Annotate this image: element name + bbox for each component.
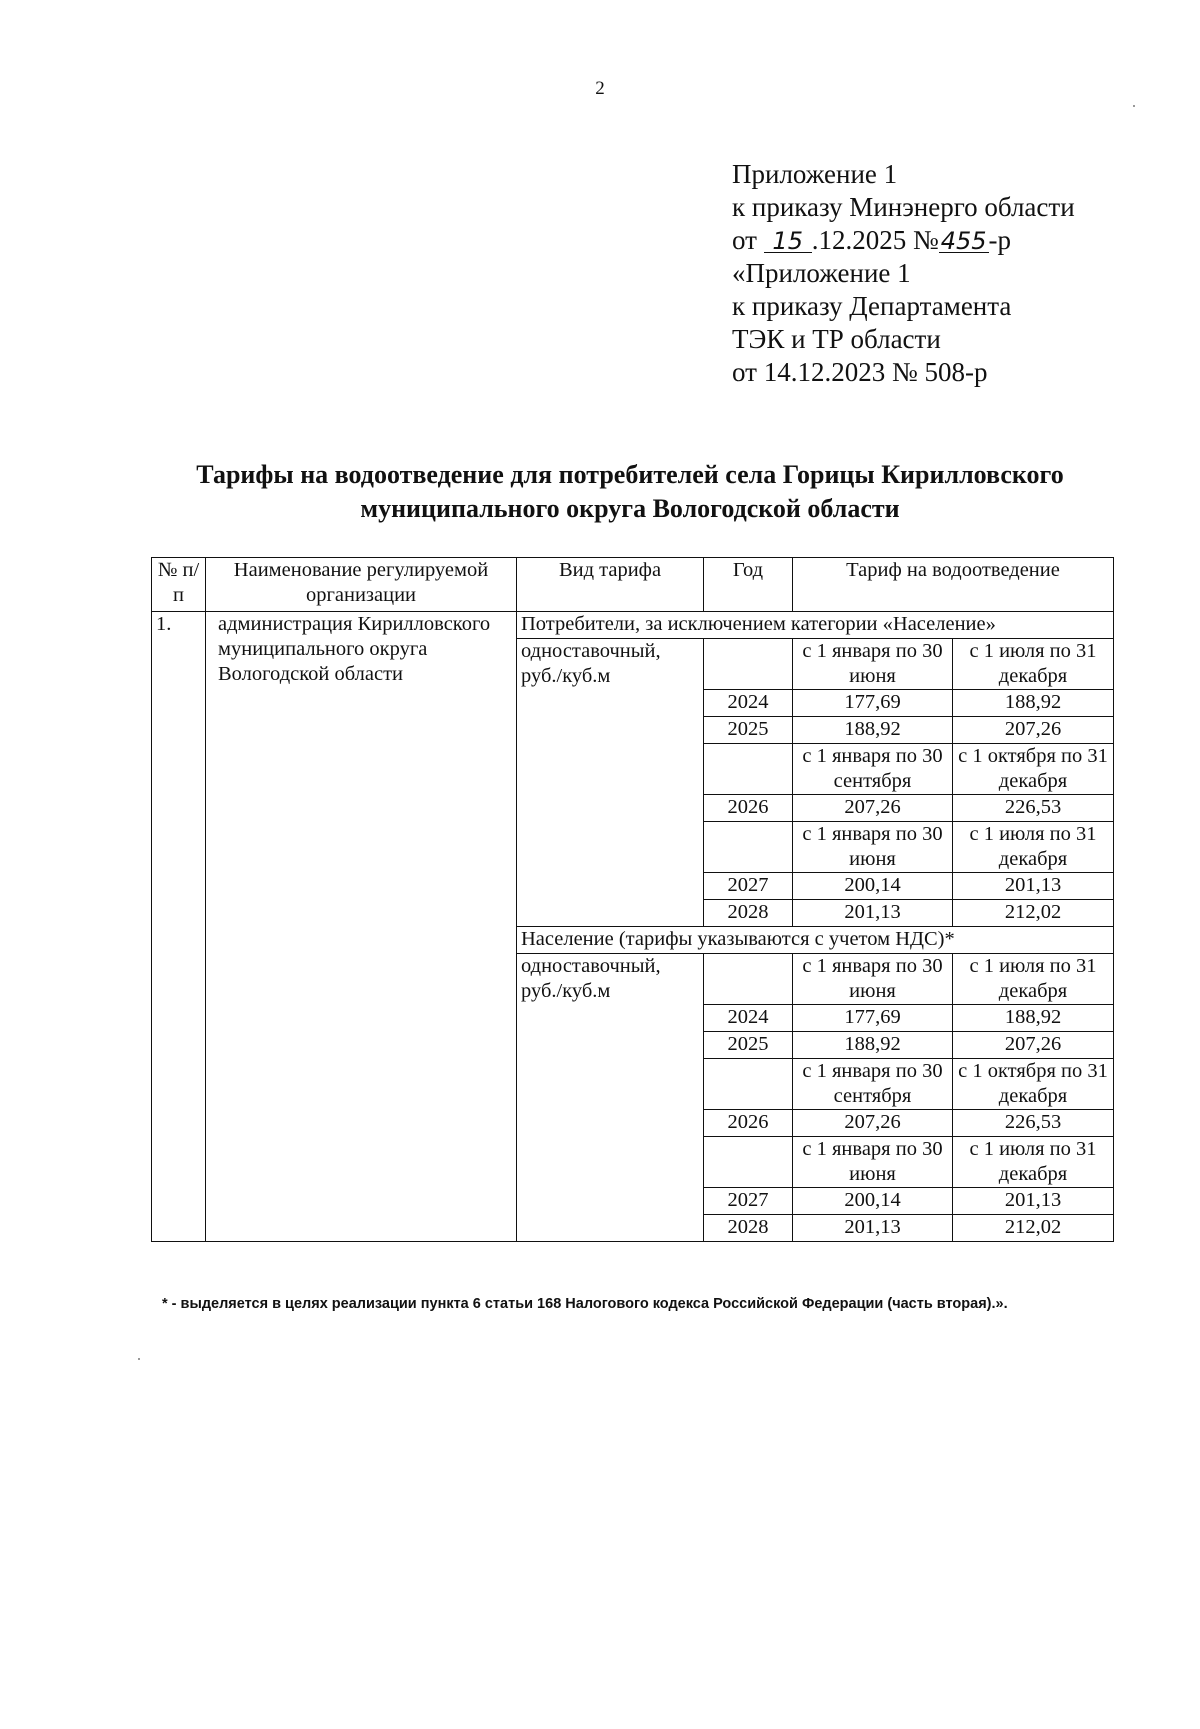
tariff-value: 188,92 (793, 1032, 953, 1059)
document-title (150, 458, 1110, 526)
appendix-block (732, 158, 1075, 389)
appendix-line-2: к приказу Минэнерго области (732, 192, 1075, 222)
year-cell: 2024 (704, 1005, 793, 1032)
tariff-value: 188,92 (953, 690, 1114, 717)
period-second-half: с 1 июля по 31 декабря (953, 639, 1114, 690)
tariff-value: 207,26 (953, 717, 1114, 744)
period-first-half: с 1 января по 30 июня (793, 954, 953, 1005)
section-heading-row (152, 612, 1114, 639)
title-line-2: муниципального округа Вологодской области (360, 494, 900, 523)
tariff-value: 201,13 (793, 1215, 953, 1242)
tariff-value: 201,13 (793, 900, 953, 927)
handwritten-day: 15 (764, 230, 812, 253)
year-cell: 2025 (704, 1032, 793, 1059)
year-cell: 2026 (704, 1110, 793, 1137)
section-heading: Население (тарифы указываются с учетом НДС)* (517, 927, 1114, 954)
tariff-value: 200,14 (793, 873, 953, 900)
period-second-half: с 1 июля по 31 декабря (953, 1137, 1114, 1188)
appendix-line-7: от 14.12.2023 № 508-р (732, 357, 988, 387)
period-second-half: с 1 июля по 31 декабря (953, 822, 1114, 873)
tariff-type: одноставочный, руб./куб.м (517, 954, 704, 1242)
tariff-value: 226,53 (953, 795, 1114, 822)
year-cell-empty (704, 954, 793, 1005)
appendix-line-4: «Приложение 1 (732, 258, 911, 288)
scan-speck (138, 1358, 140, 1360)
year-cell: 2028 (704, 1215, 793, 1242)
tariff-value: 177,69 (793, 1005, 953, 1032)
header-year: Год (704, 558, 793, 612)
header-num: № п/п (152, 558, 206, 612)
year-cell-empty (704, 639, 793, 690)
appendix-line-5: к приказу Департамента (732, 291, 1012, 321)
period-second-half: с 1 июля по 31 декабря (953, 954, 1114, 1005)
tariff-value: 177,69 (793, 690, 953, 717)
appendix-date-prefix: от (732, 225, 764, 255)
tariff-table (151, 557, 1114, 1242)
section-heading: Потребители, за исключением категории «Население» (517, 612, 1114, 639)
year-cell-empty (704, 822, 793, 873)
tariff-type: одноставочный, руб./куб.м (517, 639, 704, 927)
year-cell: 2027 (704, 1188, 793, 1215)
scan-speck (1133, 105, 1135, 107)
tariff-value: 201,13 (953, 873, 1114, 900)
year-cell-empty (704, 1137, 793, 1188)
appendix-order-suffix: -р (988, 225, 1012, 255)
organization-name: администрация Кирилловского муниципального округа Вологодской области (206, 612, 517, 1242)
period-first-half: с 1 января по 30 июня (793, 639, 953, 690)
tariff-value: 212,02 (953, 1215, 1114, 1242)
period-first-half: с 1 января по 30 сентября (793, 744, 953, 795)
tariff-value: 212,02 (953, 900, 1114, 927)
tariff-value: 188,92 (793, 717, 953, 744)
tariff-value: 207,26 (793, 795, 953, 822)
period-second-half: с 1 октября по 31 декабря (953, 744, 1114, 795)
year-cell: 2025 (704, 717, 793, 744)
period-first-half: с 1 января по 30 сентября (793, 1059, 953, 1110)
year-cell-empty (704, 1059, 793, 1110)
year-cell: 2024 (704, 690, 793, 717)
period-first-half: с 1 января по 30 июня (793, 1137, 953, 1188)
header-tariff: Тариф на водоотведение (793, 558, 1114, 612)
tariff-value: 207,26 (793, 1110, 953, 1137)
year-cell: 2026 (704, 795, 793, 822)
footnote: * - выделяется в целях реализации пункта 6 статьи 168 Налогового кодекса Российской Федерации (часть вторая).». (162, 1296, 1008, 1312)
header-org: Наименование регулируемой организации (206, 558, 517, 612)
appendix-date-middle: .12.2025 № (811, 225, 939, 255)
appendix-line-6: ТЭК и ТР области (732, 324, 941, 354)
tariff-value: 188,92 (953, 1005, 1114, 1032)
page-number: 2 (595, 78, 605, 99)
tariff-value: 201,13 (953, 1188, 1114, 1215)
tariff-value: 207,26 (953, 1032, 1114, 1059)
appendix-line-1: Приложение 1 (732, 159, 898, 189)
table-header-row (152, 558, 1114, 612)
row-number: 1. (152, 612, 206, 1242)
appendix-line-3 (732, 224, 1075, 257)
year-cell-empty (704, 744, 793, 795)
period-second-half: с 1 октября по 31 декабря (953, 1059, 1114, 1110)
year-cell: 2028 (704, 900, 793, 927)
header-type: Вид тарифа (517, 558, 704, 612)
tariff-value: 200,14 (793, 1188, 953, 1215)
year-cell: 2027 (704, 873, 793, 900)
period-first-half: с 1 января по 30 июня (793, 822, 953, 873)
handwritten-order-number: 455 (940, 227, 987, 255)
title-line-1: Тарифы на водоотведение для потребителей села Горицы Кирилловского (196, 460, 1064, 489)
tariff-value: 226,53 (953, 1110, 1114, 1137)
